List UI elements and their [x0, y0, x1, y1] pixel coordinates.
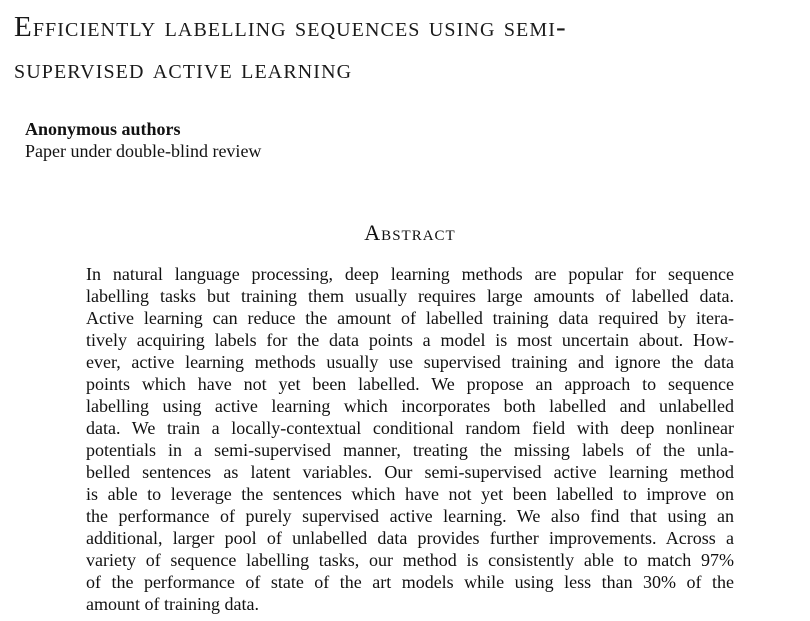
paper-title-line: Efficiently labelling sequences using semi-: [14, 11, 567, 43]
abstract-line: amount of training data.: [86, 594, 259, 614]
abstract-line: Active learning can reduce the amount of labelled training data required by itera-: [86, 308, 734, 328]
abstract-line: belled sentences as latent variables. Our semi-supervised active learning method: [86, 462, 734, 482]
abstract-line: points which have not yet been labelled. We propose an approach to sequence: [86, 374, 734, 394]
author-name: Anonymous authors: [25, 119, 181, 139]
abstract-line: labelling using active learning which incorporates both labelled and unlabelled: [86, 396, 734, 416]
author-block: [25, 118, 261, 162]
abstract-line: of the performance of state of the art models while using less than 30% of the: [86, 572, 734, 592]
paper-title-line: supervised active learning: [14, 53, 353, 85]
abstract-line: tively acquiring labels for the data points a model is most uncertain about. How-: [86, 330, 734, 350]
abstract-line: variety of sequence labelling tasks, our method is consistently able to match 97%: [86, 550, 734, 570]
abstract-line: the performance of purely supervised active learning. We also find that using an: [86, 506, 734, 526]
paper-title: [14, 6, 806, 90]
author-affiliation: Paper under double-blind review: [25, 141, 262, 161]
abstract-line: ever, active learning methods usually use supervised training and ignore the data: [86, 352, 734, 372]
abstract-line: data. We train a locally-contextual conditional random field with deep nonlinear: [86, 418, 734, 438]
abstract-body: [86, 263, 734, 615]
abstract-heading: Abstract: [364, 220, 456, 245]
abstract-line: labelling tasks but training them usually requires large amounts of labelled data.: [86, 286, 734, 306]
abstract-line: additional, larger pool of unlabelled data provides further improvements. Across a: [86, 528, 734, 548]
abstract-line: potentials in a semi-supervised manner, treating the missing labels of the unla-: [86, 440, 734, 460]
abstract-line: is able to leverage the sentences which have not yet been labelled to improve on: [86, 484, 734, 504]
abstract-line: In natural language processing, deep learning methods are popular for sequence: [86, 264, 734, 284]
